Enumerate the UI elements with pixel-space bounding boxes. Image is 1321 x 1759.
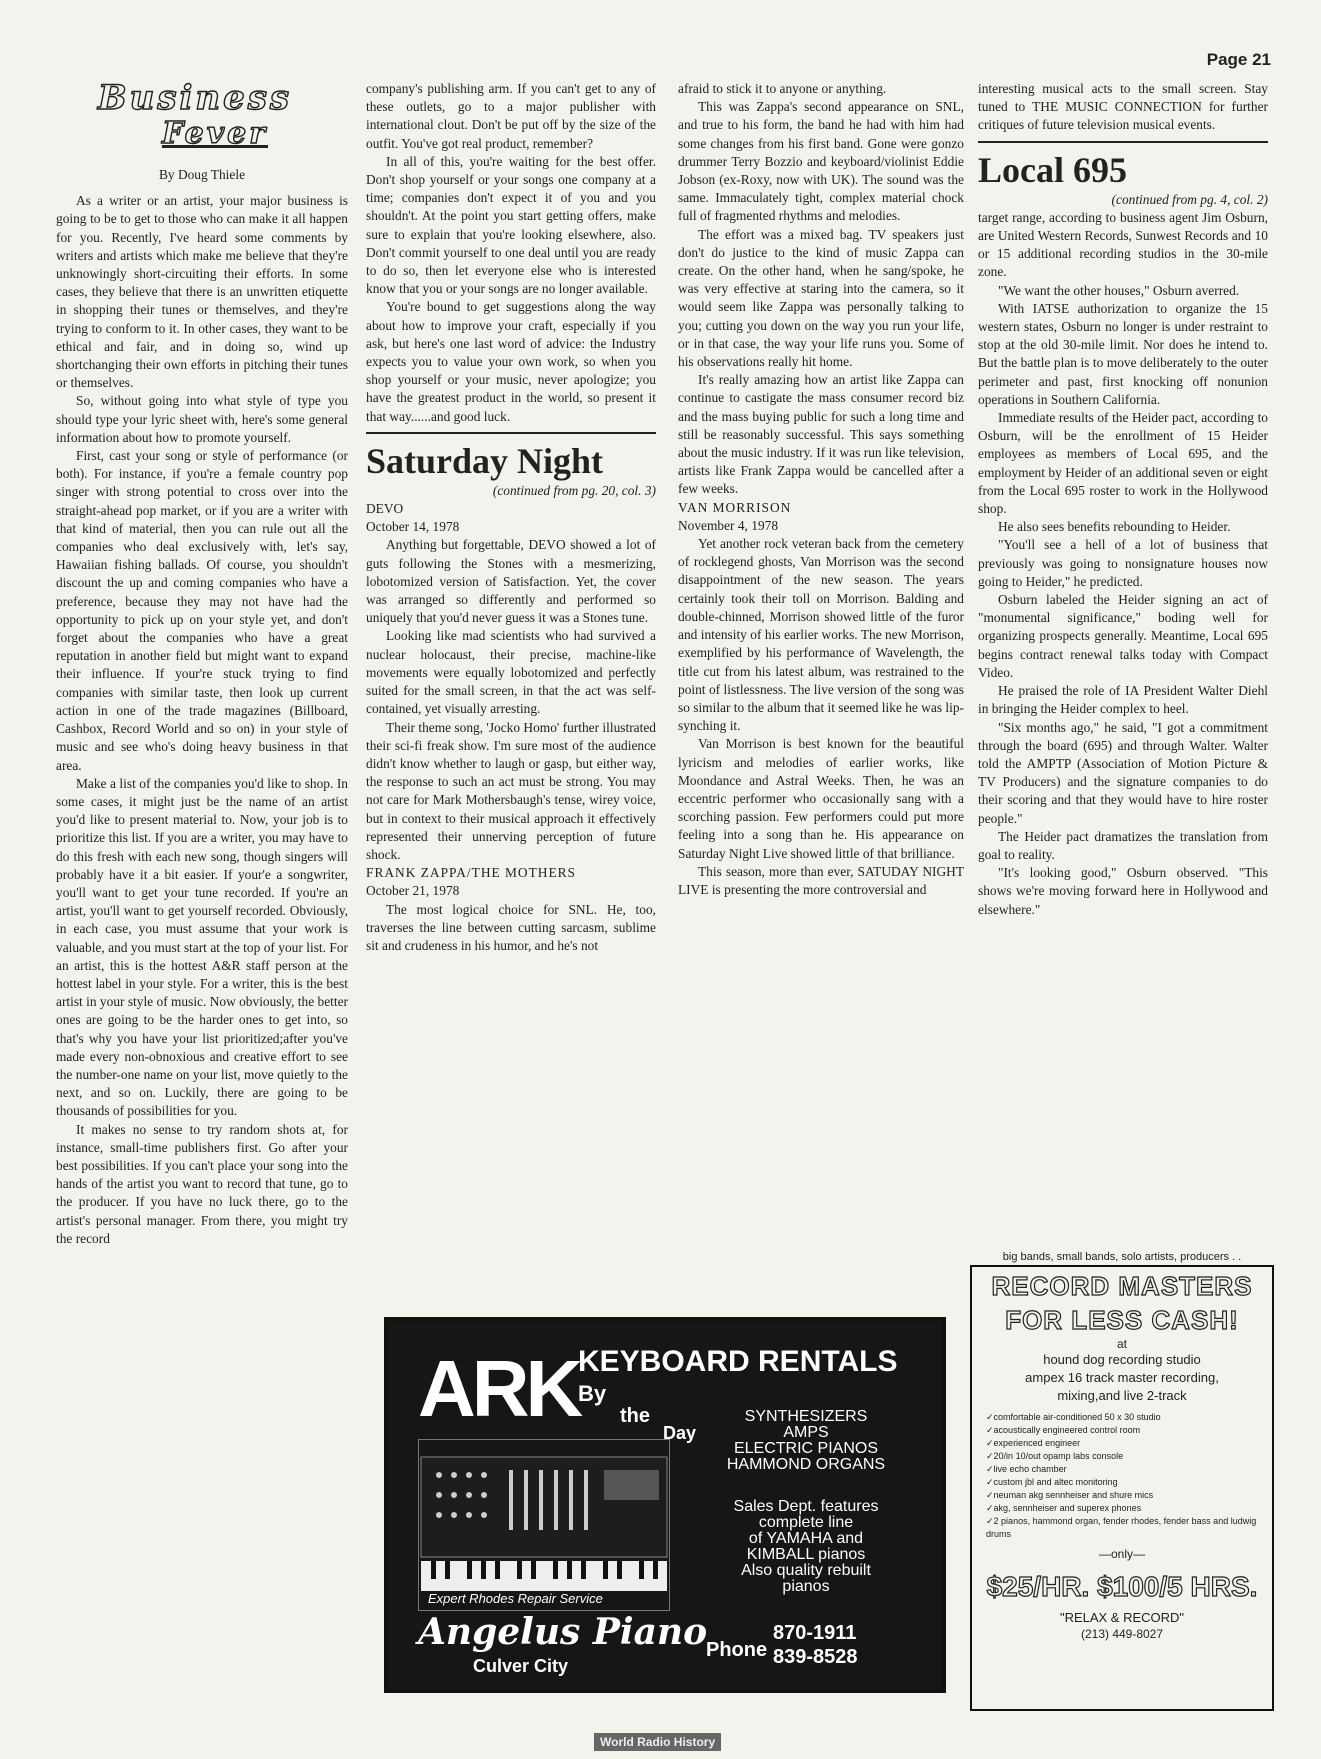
devo-para-2: Looking like mad scientists who had survived a nuclear holocaust, their precise, machine-like movements were equally lobotomized and perfectly suited for the small screen, in that the act was self-contained, yet visually arresting. xyxy=(366,628,656,717)
sn-closing: interesting musical acts to the small screen. Stay tuned to THE MUSIC CONNECTION for further critiques of future television musical events. xyxy=(978,81,1268,133)
devo-date: October 14, 1978 xyxy=(366,519,460,535)
synthesizer-illustration xyxy=(418,1439,670,1611)
ark-day: Day xyxy=(663,1423,697,1443)
zappa-para-5: It's really amazing how an artist like Zappa can continue to castigate the mass consumer record biz and the mass buying public for such a long time and still be reasonably successful. This says something about the music industry. If it was run like television, artists like Frank Zappa would be cancelled after a few weeks. xyxy=(678,372,964,497)
divider-2 xyxy=(978,141,1268,143)
local-para-8: He praised the role of IA President Walter Diehl in bringing the Heider complex to heel. xyxy=(978,683,1268,717)
ark-city: Culver City xyxy=(473,1656,569,1676)
morrison-date: November 4, 1978 xyxy=(678,517,779,533)
rm-feature: ✓ experienced engineer xyxy=(986,1437,1272,1450)
local-para-10: The Heider pact dramatizes the translation from goal to reality. xyxy=(978,828,1268,862)
rm-feature: ✓ akg, sennheiser and superex phones xyxy=(986,1502,1272,1515)
bf-col2-para-3: You're bound to get suggestions along the way about how to improve your craft, especially if you ask, but here's one last word of advice: the Industry expects you to value your own work, so when you shop yourself or your music, never apologize; you have the greatest product in the world, so present it that way......and good luck. xyxy=(366,299,656,424)
sales-line: Sales Dept. features xyxy=(733,1498,879,1515)
devo-para-1: Anything but forgettable, DEVO showed a lot of guts following the Stones with a mesmerizing, lobotomized version of Satisfaction. Yet, the cover was arranged so differently and performed so uniquely that you'd never guess it was a Stones tune. xyxy=(366,537,656,626)
bf-para-3: First, cast your song or style of performance (or both). For instance, if you're a female country pop singer with strong potential to cross over into the straight-ahead pop market, or if you are a writer with that kind of material, then you can rule out all the companies who deal exclusively with, let's say, Hawaiian fishing ballads. Of course, you shouldn't discount the up and coming companies who have a preference, because they may not have had the opportunity to pick up on your style yet, and don't forget about the companies who have a great reputation in another field but might want to expand their influence. If your're stuck trying to find companies with similar taste, then look up current action in one of the trade magazines (Billboard, Cashbox, Record World and so on) in your style of music and see who's doing heavy business in that area. xyxy=(56,448,348,773)
rm-only: —only— xyxy=(1098,1547,1145,1561)
rm-headline-2: FOR LESS CASH! xyxy=(1005,1305,1239,1335)
rm-line-2: mixing,and live 2-track xyxy=(1057,1388,1187,1403)
saturday-night-headline: Saturday Night xyxy=(366,440,604,481)
rm-feature: ✓ 2 pianos, hammond organ, fender rhodes, fender bass and ludwig drums xyxy=(986,1515,1272,1541)
rm-tagline: "RELAX & RECORD" xyxy=(1059,1610,1185,1625)
divider xyxy=(366,432,656,434)
ark-title: KEYBOARD RENTALS xyxy=(578,1345,898,1378)
record-masters-ad xyxy=(970,1251,1274,1711)
bf-col2-para-1: company's publishing arm. If you can't get to any of these outlets, go to a major publisher with international clout. Don't be put off by the size of the outfit. You've got real product, remember? xyxy=(366,81,656,151)
ark-sales xyxy=(706,1499,906,1595)
product-4: HAMMOND ORGANS xyxy=(726,1456,886,1473)
sn-continued: (continued from pg. 20, col. 3) xyxy=(492,482,656,498)
rm-phone: (213) 449-8027 xyxy=(1080,1627,1164,1641)
rm-price: $25/HR. $100/5 HRS. xyxy=(986,1571,1258,1602)
bf-col2-para-2: In all of this, you're waiting for the best offer. Don't shop yourself or your songs one company at a time; companies don't expect it of you and you shouldn't. At the point you start getting offers, make sure to explain that you're looking elsewhere, also. Don't commit yourself to one deal until you are ready to do so, then let everyone else who is interested know that you or your songs are no longer available. xyxy=(366,153,656,297)
zappa-para-3: This was Zappa's second appearance on SNL, and true to his form, the band he had with him had some changes from his first band. Gone were gonzo drummer Terry Bozzio and keyboard/violinist Eddie Jobson (ex-Roxy, now with UK). The sound was the same. Immaculately tight, complex material chock full of fragmented rhythms and melodies. xyxy=(678,99,964,224)
local-para-11: "It's looking good," Osburn observed. "This shows we're moving forward here in Hollywood and elsewhere." xyxy=(978,865,1268,917)
local-para-7: Osburn labeled the Heider signing an act of "monumental significance," boding well for organizing prospects generally. Meantime, Local 695 begins contract renewal talks today with Compact Video. xyxy=(978,592,1268,680)
ark-logo: ARK xyxy=(418,1344,580,1433)
ark-keyboard-ad xyxy=(384,1317,946,1693)
ark-repair: Expert Rhodes Repair Service xyxy=(428,1591,603,1606)
rm-feature: ✓ 20/in 10/out opamp labs console xyxy=(986,1450,1272,1463)
bf-para-2: So, without going into what style of type you should type your lyric sheet with, here's some general information about how to promote yourself. xyxy=(56,393,348,445)
morrison-para-1: Yet another rock veteran back from the cemetery of rocklegend ghosts, Van Morrison was the second disappointment of the new season. The years certainly took their toll on Morrison. Balding and double-chinned, Morrison showed little of the furor and intensity of his earlier works. The new Morrison, exemplified by his performance of Wavelength, the title cut from his latest album, was restrained to the point of listlessness. The live version of the song was so similar to the album that it seemed like he was lip-synching it. xyxy=(678,536,964,734)
column-3 xyxy=(678,80,964,899)
morrison-para-2: Van Morrison is best known for the beautiful lyricism and melodies of earlier works, like Moondance and Astral Weeks. Then, he was an eccentric performer who occasionally sang with a scorching passion. Few performers could put more feeling into a song than he. His appearance on Saturday Night Live showed little of that brilliance. xyxy=(678,736,964,861)
local-para-9: "Six months ago," he said, "I got a commitment through the board (695) and through Walter. Walter told the AMPTP (Association of Motion Picture & TV Producers) and the signature companies to do their scoring and that they would have to hire roster people." xyxy=(978,719,1268,826)
phone-1: 870-1911 xyxy=(773,1622,857,1644)
rm-studio: hound dog recording studio xyxy=(1043,1352,1201,1367)
rm-at: at xyxy=(1116,1337,1127,1351)
local-para-5: He also sees benefits rebounding to Heider. xyxy=(998,519,1231,535)
rm-feature: ✓ acoustically engineered control room xyxy=(986,1424,1272,1437)
sales-line: Also quality rebuilt xyxy=(741,1562,871,1579)
ark-the: the xyxy=(620,1405,650,1427)
local-para-3: With IATSE authorization to organize the 15 western states, Osburn no longer is under restraint to stop at the old 30-mile limit. Nor does he intend to. But the battle plan is to move deliberately to the outer perimeter and past, first knocking off nonunion operations in Southern California. xyxy=(978,300,1268,407)
ark-products xyxy=(706,1409,906,1473)
sales-line: complete line xyxy=(758,1514,854,1531)
rm-feature-list xyxy=(972,1411,1272,1541)
local-para-6: "You'll see a hell of a lot of business that previously was going to nonsignature houses now going to Heider," he predicted. xyxy=(978,537,1268,589)
angelus-piano-logo: Angelus Piano xyxy=(418,1611,708,1653)
rm-feature: ✓ live echo chamber xyxy=(986,1463,1272,1476)
ark-phone-label: Phone xyxy=(706,1639,768,1661)
rm-feature: ✓ comfortable air-conditioned 50 x 30 studio xyxy=(986,1411,1272,1424)
local-para-1: target range, according to business agent Jim Osburn, are United Western Records, Sunwest Records and 10 or 15 additional recording studios in the 30-mile zone. xyxy=(978,209,1268,280)
zappa-para-2: afraid to stick it to anyone or anything. xyxy=(678,81,887,96)
rm-headline-1: RECORD MASTERS xyxy=(991,1271,1253,1301)
rm-top-line: big bands, small bands, solo artists, producers . . xyxy=(972,1251,1272,1263)
column-4 xyxy=(978,80,1268,919)
byline: By Doug Thiele xyxy=(158,167,246,182)
rm-feature: ✓ custom jbl and altec monitoring xyxy=(986,1476,1272,1489)
sales-line: KIMBALL pianos xyxy=(746,1546,866,1563)
phone-2: 839-8528 xyxy=(773,1646,858,1668)
devo-para-3: Their theme song, 'Jocko Homo' further illustrated their sci-fi freak show. I'm sure most of the audience didn't know whether to laugh or gasp, but either way, the response to such an act must be strong. You may not care for Mark Mothersbaugh's tense, wirey voice, but in context to their musical approach it effectively represented their unnerving perception of future shock. xyxy=(366,719,656,862)
rm-line-1: ampex 16 track master recording, xyxy=(1025,1370,1219,1385)
business-fever-logo xyxy=(60,80,330,152)
ark-by: By xyxy=(578,1381,607,1406)
ark-phone-numbers xyxy=(773,1621,858,1669)
product-3: ELECTRIC PIANOS xyxy=(733,1440,879,1457)
zappa-para-4: The effort was a mixed bag. TV speakers just don't do justice to the kind of music Zappa can create. On the other hand, when he sang/spoke, he was very effective at staring into the camera, so it would seem like Zappa was personally talking to you; cutting you down on the way you run your life, or in that case, the way your life runs you. Some of his observations really hit home. xyxy=(678,226,964,370)
local-para-2: "We want the other houses," Osburn averred. xyxy=(998,282,1240,298)
zappa-date: October 21, 1978 xyxy=(366,883,460,899)
morrison-para-3: This season, more than ever, SATUDAY NIGHT LIVE is presenting the more controversial and xyxy=(678,863,964,897)
logo-line2: Fever xyxy=(161,116,269,151)
logo-line1: Business xyxy=(97,78,293,118)
page-number: Page 21 xyxy=(1206,50,1271,69)
product-1: SYNTHESIZERS xyxy=(744,1408,868,1425)
zappa-heading: FRANK ZAPPA/THE MOTHERS xyxy=(366,865,577,881)
devo-heading: DEVO xyxy=(366,501,404,517)
sales-line: pianos xyxy=(782,1578,830,1595)
column-2 xyxy=(366,80,656,955)
bf-para-1: As a writer or an artist, your major business is going to be to get to those who can make it all happen for you. Recently, I've heard some comments by writers and artists which make me believe that they're unknowingly short-circuiting their efforts. In some cases, they believe that there is an unwritten etiquette in shopping their tunes or themselves, and they're trying to conform to it. In other cases, they want to be ethical and fair, and in doing so, wind up shortchanging their own efforts in pitching their tunes or themselves. xyxy=(56,193,348,391)
zappa-para-1: The most logical choice for SNL. He, too, traverses the line between cutting sarcasm, sublime sit and crudeness in his humor, and he's not xyxy=(366,901,656,953)
footer-watermark: World Radio History xyxy=(594,1733,721,1751)
local-para-4: Immediate results of the Heider pact, according to Osburn, will be the enrollment of 15 Heider employees as members of Local 695, and the employment by Heider of an additional seven or eight from the Local 695 roster to work in the Hollywood shop. xyxy=(978,410,1268,517)
column-1 xyxy=(56,80,348,1248)
morrison-heading: VAN MORRISON xyxy=(678,499,792,515)
bf-para-5: It makes no sense to try random shots at, for instance, small-time publishers first. Go after your best possibilities. If you can't place your song into the hands of the artist you want to record that tune, go to the producer. If you have no luck there, go to the artist's personal manager. From there, you might try the record xyxy=(56,1121,348,1246)
local-continued: (continued from pg. 4, col. 2) xyxy=(1111,191,1268,207)
product-2: AMPS xyxy=(783,1424,829,1441)
local-695-headline: Local 695 xyxy=(978,149,1127,190)
rm-feature: ✓ neuman akg sennheiser and shure mics xyxy=(986,1489,1272,1502)
bf-para-4: Make a list of the companies you'd like to shop. In some cases, it might just be the name of an artist you'd like to present material to. Now, your job is to prioritize this list. If you are a writer, you may have to do this fresh with each new song, though singers will probably have it a bit easier. If your'e a songwriter, you'll want to get your tune recorded. If you're an artist, you'll want to get yourself recorded. Obviously, in each case, you must assume that your work is valuable, and you must start at the top of your list. For an artist, this is the hottest A&R staff person at the hottest label in your style. For a writer, this is the best artist in your style of music. Now obviously, the better ones are going to be the harder ones to get into, so that's why you have your list prioritized;after you've made every non-obnoxious and creative effort to see the number-one name on your list, move quietly to the next, and so on. Luckily, there are going to be thousands of possibilities for you. xyxy=(56,775,348,1119)
sales-line: of YAMAHA and xyxy=(748,1530,864,1547)
